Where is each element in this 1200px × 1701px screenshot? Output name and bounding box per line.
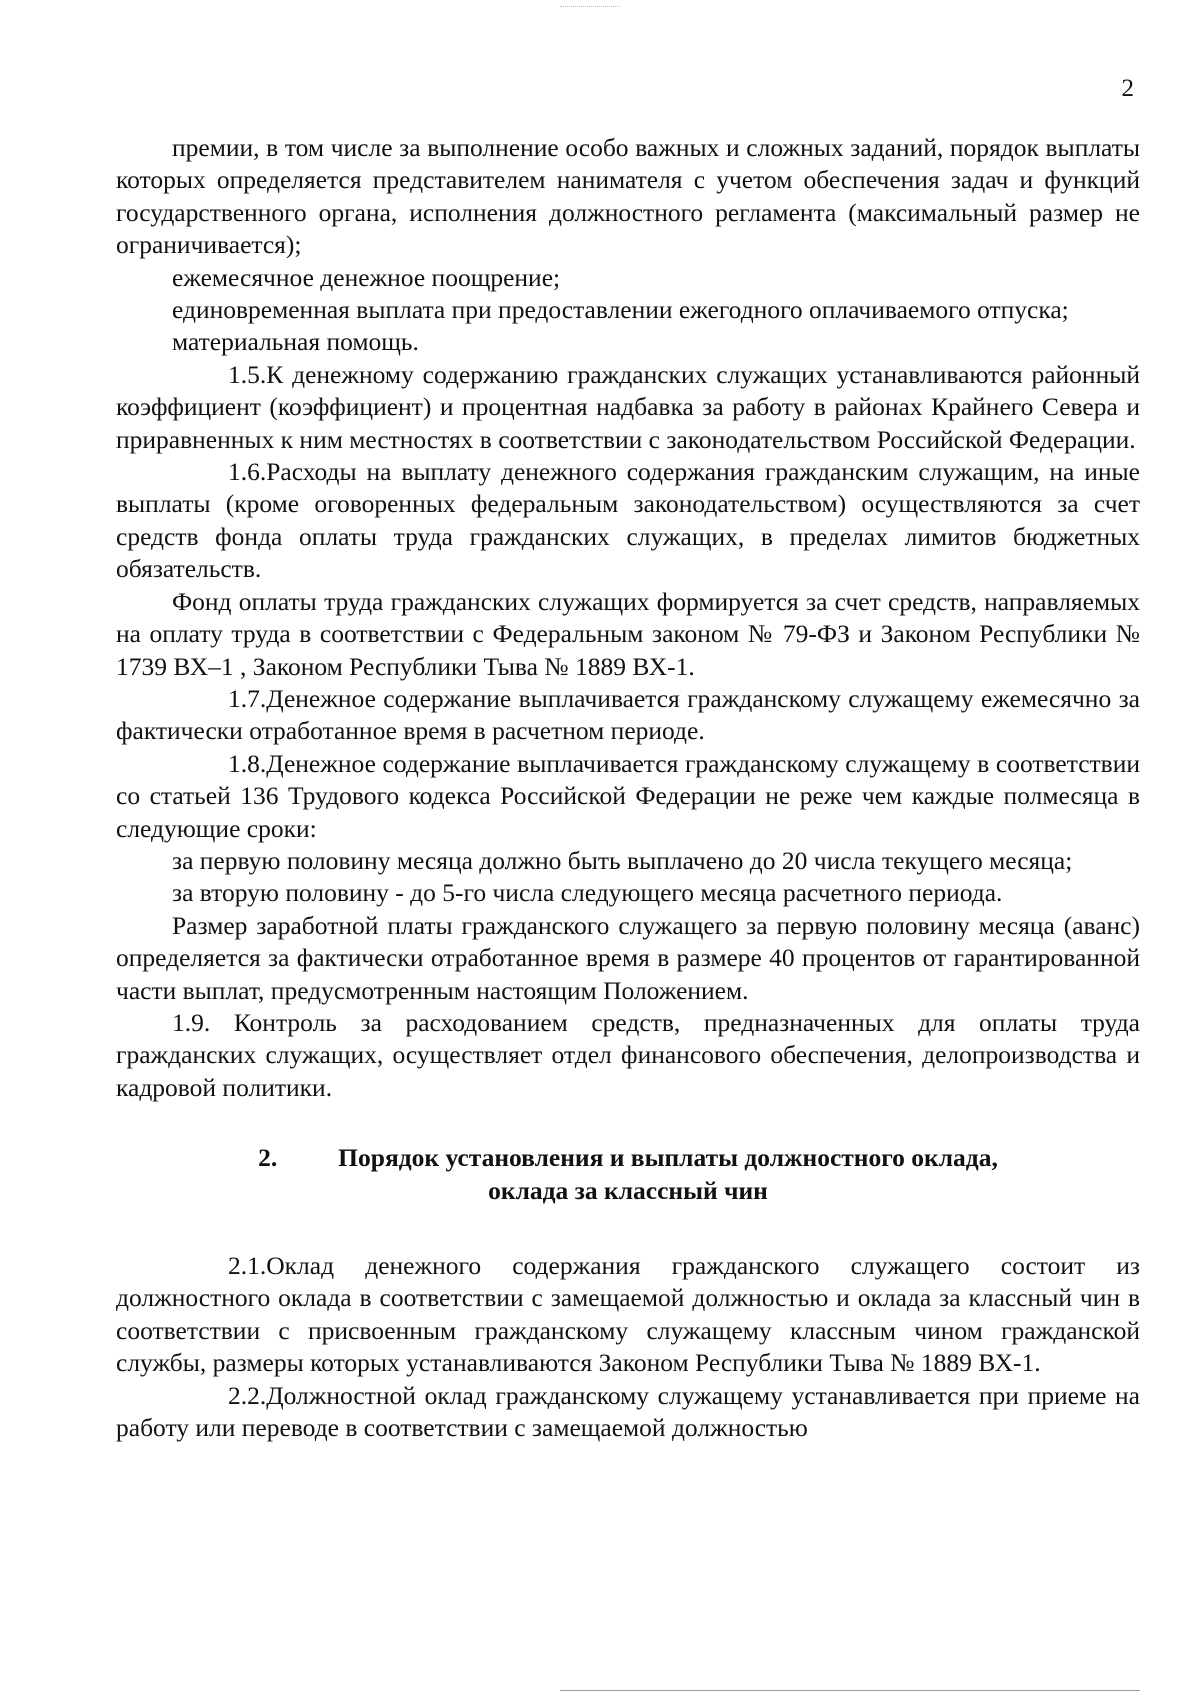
paragraph-second-half: за вторую половину - до 5-го числа следующего месяца расчетного периода. [172, 878, 1003, 908]
section-number: 2. [258, 1143, 278, 1173]
section-heading-line-1 [116, 1142, 1140, 1174]
scan-mark [560, 6, 620, 9]
clause-number: 1.7. [228, 683, 267, 713]
paragraph-wage-fund: Фонд оплаты труда гражданских служащих формируется за счет средств, направляемых на оплату труда в соответствии с Федеральным законом № 79-ФЗ и Законом Республики № 1739 ВХ–1 , Законом Республики Тыва № 1889 ВХ-1. [116, 586, 1140, 681]
paragraph-first-half: за первую половину месяца должно быть выплачено до 20 числа текущего месяца; [172, 845, 1073, 875]
clause-number: 2.1. [228, 1251, 267, 1280]
paragraph-material-aid: материальная помощь. [172, 327, 419, 357]
page-number: 2 [1121, 75, 1134, 102]
clause-1-6 [116, 456, 1140, 586]
section-title-line-2: оклада за классный чин [488, 1175, 768, 1205]
clause-number: 2.2. [228, 1380, 267, 1410]
clause-1-8 [116, 748, 1140, 845]
paragraph-monthly-incentive: ежемесячное денежное поощрение; [172, 262, 561, 292]
clause-2-1 [116, 1250, 1140, 1380]
clause-text: К денежному содержанию гражданских служащих устанавливаются районный коэффициент (коэффициент) и процентная надбавка за работу в районах Крайнего Севера и приравненных к ним местностях в соответствии с законодательством Российской Федерации. [116, 359, 1140, 454]
scan-line [560, 1690, 1140, 1691]
clause-2-2 [116, 1380, 1140, 1445]
clause-number: 1.6. [228, 457, 267, 487]
clause-1-7 [116, 683, 1140, 748]
clause-1-5 [116, 359, 1140, 456]
section-title-line-1: Порядок установления и выплаты должностного оклада, [338, 1143, 998, 1173]
clause-text: Оклад денежного содержания гражданского служащего состоит из должностного оклада в соответствии с замещаемой должностью и оклада за классный чин в соответствии с присвоенным гражданскому служащему классным чином гражданской службы, размеры которых устанавливаются Законом Республики Тыва № 1889 ВХ-1. [116, 1251, 1140, 1378]
document-body [116, 132, 1140, 1444]
paragraph-advance: Размер заработной платы гражданского служащего за первую половину месяца (аванс) определяется за фактически отработанное время в размере 40 процентов от гарантированной части выплат, предусмотренным настоящим Положением. [116, 910, 1140, 1005]
clause-text: Денежное содержание выплачивается гражданскому служащему ежемесячно за фактически отработанное время в расчетном периоде. [116, 683, 1140, 746]
paragraph-bonuses: премии, в том числе за выполнение особо важных и сложных заданий, порядок выплаты которых определяется представителем нанимателя с учетом обеспечения задач и функций государственного органа, исполнения должностного регламента (максимальный размер не ограничивается); [116, 133, 1140, 260]
section-2-heading [116, 1142, 1140, 1207]
clause-text: Должностной оклад гражданскому служащему устанавливается при приеме на работу или переводе в соответствии с замещаемой должностью [116, 1380, 1140, 1443]
clause-number: 1.8. [228, 748, 267, 778]
clause-number: 1.5. [228, 359, 267, 389]
clause-1-9: 1.9. Контроль за расходованием средств, предназначенных для оплаты труда гражданских служащих, осуществляет отдел финансового обеспечения, делопроизводства и кадровой политики. [116, 1007, 1140, 1102]
clause-text: Расходы на выплату денежного содержания гражданским служащим, на иные выплаты (кроме оговоренных федеральным законодательством) осуществляются за счет средств фонда оплаты труда гражданских служащих, в пределах лимитов бюджетных обязательств. [116, 457, 1140, 584]
clause-text: Денежное содержание выплачивается гражданскому служащему в соответствии со статьей 136 Трудового кодекса Российской Федерации не реже чем каждые полмесяца в следующие сроки: [116, 748, 1140, 843]
paragraph-leave-payment: единовременная выплата при предоставлении ежегодного оплачиваемого отпуска; [172, 295, 1069, 325]
